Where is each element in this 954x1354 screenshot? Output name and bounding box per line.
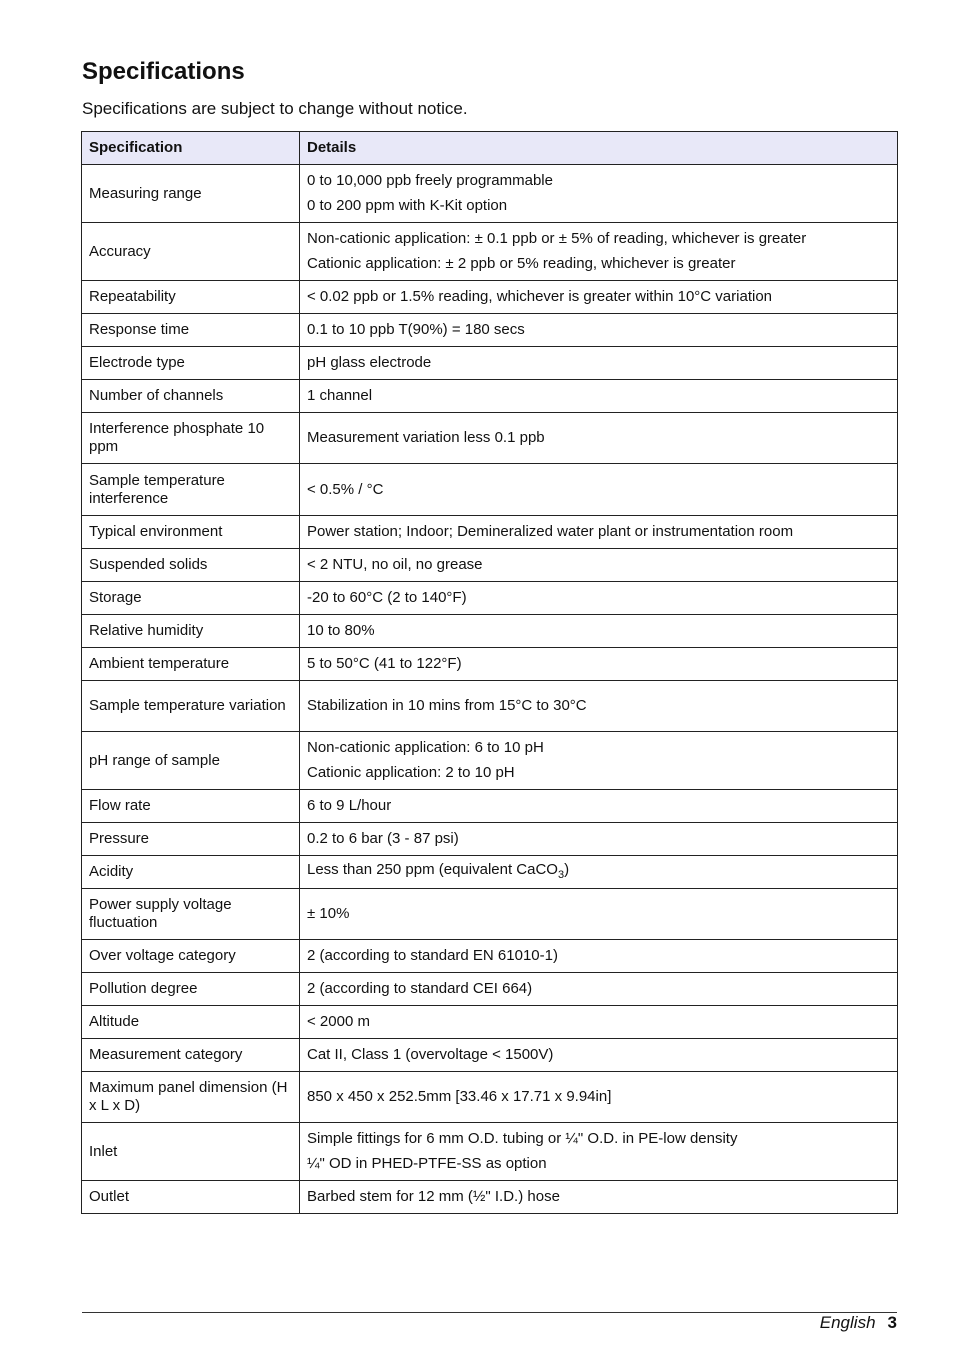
details-text: 2 (according to standard CEI 664) xyxy=(307,980,533,997)
details-text: 0 to 200 ppm with K-Kit option xyxy=(307,197,508,214)
details-line xyxy=(307,622,890,640)
spec-details-cell xyxy=(300,582,898,615)
spec-name-cell: Maximum panel dimension (H x L x D) xyxy=(82,1072,300,1123)
spec-name-cell: Sample temperature interference xyxy=(82,464,300,516)
details-text: Stabilization in 10 mins from 15°C to 30°C xyxy=(307,697,587,714)
spec-details-cell xyxy=(300,973,898,1006)
footer-page-number: 3 xyxy=(887,1313,897,1332)
spec-details-cell xyxy=(300,380,898,413)
details-line xyxy=(307,1155,890,1173)
table-row xyxy=(82,1123,898,1181)
spec-name-cell: Acidity xyxy=(82,856,300,889)
details-text: 1 channel xyxy=(307,387,373,404)
details-line xyxy=(307,1188,890,1206)
details-subscript: 3 xyxy=(557,868,565,881)
spec-name-cell: Electrode type xyxy=(82,347,300,380)
spec-name-cell: Typical environment xyxy=(82,516,300,549)
spec-details-cell xyxy=(300,281,898,314)
table-row xyxy=(82,413,898,464)
page-title: Specifications xyxy=(82,58,245,85)
details-text: Non-cationic application: 6 to 10 pH xyxy=(307,739,544,756)
spec-name-cell: Storage xyxy=(82,582,300,615)
details-line xyxy=(307,481,890,499)
specifications-table xyxy=(81,131,898,1214)
details-text: 850 x 450 x 252.5mm [33.46 x 17.71 x 9.94in] xyxy=(307,1088,612,1105)
spec-details-cell xyxy=(300,732,898,790)
details-line xyxy=(307,429,890,447)
table-header-row xyxy=(82,132,898,165)
details-text: Non-cationic application: ± 0.1 ppb or ± 5% of reading, whichever is greater xyxy=(307,230,807,247)
details-line xyxy=(307,980,890,998)
details-text: 2 (according to standard EN 61010-1) xyxy=(307,947,558,964)
table-row xyxy=(82,165,898,223)
details-line xyxy=(307,697,890,715)
table-row xyxy=(82,856,898,889)
spec-name-cell: Pollution degree xyxy=(82,973,300,1006)
page-footer xyxy=(820,1312,897,1334)
spec-name-cell: Power supply voltage fluctuation xyxy=(82,889,300,940)
column-header-details: Details xyxy=(300,132,898,165)
spec-details-cell xyxy=(300,1072,898,1123)
details-line xyxy=(307,1130,890,1148)
table-row xyxy=(82,1181,898,1214)
spec-name-cell: Relative humidity xyxy=(82,615,300,648)
details-line xyxy=(307,354,890,372)
spec-name-cell: Ambient temperature xyxy=(82,648,300,681)
details-line xyxy=(307,655,890,673)
spec-name-cell: Interference phosphate 10 ppm xyxy=(82,413,300,464)
details-line xyxy=(307,1046,890,1064)
details-text: Measurement variation less 0.1 ppb xyxy=(307,429,545,446)
table-row xyxy=(82,380,898,413)
details-line xyxy=(307,905,890,923)
spec-details-cell xyxy=(300,516,898,549)
table-row xyxy=(82,347,898,380)
details-line xyxy=(307,172,890,190)
details-text: 0.2 to 6 bar (3 - 87 psi) xyxy=(307,830,459,847)
table-row xyxy=(82,648,898,681)
spec-name-cell: Inlet xyxy=(82,1123,300,1181)
spec-details-cell xyxy=(300,347,898,380)
spec-details-cell xyxy=(300,165,898,223)
table-row xyxy=(82,314,898,347)
spec-details-cell xyxy=(300,549,898,582)
details-tail: ) xyxy=(564,860,570,878)
details-text: Cationic application: ± 2 ppb or 5% reading, whichever is greater xyxy=(307,255,736,272)
details-text: 0 to 10,000 ppb freely programmable xyxy=(307,172,553,189)
details-line xyxy=(307,255,890,273)
details-text: 0.1 to 10 ppb T(90%) = 180 secs xyxy=(307,321,525,338)
spec-name-cell: Suspended solids xyxy=(82,549,300,582)
table-row xyxy=(82,615,898,648)
spec-details-cell xyxy=(300,314,898,347)
details-text: Cationic application: 2 to 10 pH xyxy=(307,764,515,781)
spec-name-cell: Repeatability xyxy=(82,281,300,314)
details-line xyxy=(307,797,890,815)
table-body xyxy=(82,165,898,1214)
table-row xyxy=(82,889,898,940)
spec-details-cell xyxy=(300,1006,898,1039)
details-line xyxy=(307,764,890,782)
details-line xyxy=(307,387,890,405)
details-line xyxy=(307,523,890,541)
details-line xyxy=(307,589,890,607)
details-text: ¼" OD in PHED-PTFE-SS as option xyxy=(307,1155,547,1172)
spec-details-cell xyxy=(300,1181,898,1214)
spec-name-cell: Over voltage category xyxy=(82,940,300,973)
spec-name-cell: pH range of sample xyxy=(82,732,300,790)
spec-details-cell xyxy=(300,413,898,464)
details-text: ± 10% xyxy=(307,905,350,922)
spec-name-cell: Number of channels xyxy=(82,380,300,413)
spec-details-cell xyxy=(300,615,898,648)
spec-details-cell xyxy=(300,223,898,281)
table-row xyxy=(82,516,898,549)
spec-name-cell: Response time xyxy=(82,314,300,347)
column-header-specification: Specification xyxy=(82,132,300,165)
table-row xyxy=(82,464,898,516)
table-row xyxy=(82,973,898,1006)
footer-language: English xyxy=(819,1313,876,1332)
table-row xyxy=(82,223,898,281)
details-line xyxy=(307,947,890,965)
details-text: -20 to 60°C (2 to 140°F) xyxy=(307,589,467,606)
spec-name-cell: Outlet xyxy=(82,1181,300,1214)
spec-details-cell xyxy=(300,648,898,681)
table-row xyxy=(82,281,898,314)
spec-name-cell: Accuracy xyxy=(82,223,300,281)
spec-name-cell: Measurement category xyxy=(82,1039,300,1072)
table-row xyxy=(82,1039,898,1072)
details-line xyxy=(307,556,890,574)
details-text: 6 to 9 L/hour xyxy=(307,797,392,814)
spec-details-cell xyxy=(300,856,898,889)
table-row xyxy=(82,681,898,732)
spec-details-cell xyxy=(300,823,898,856)
spec-details-cell xyxy=(300,940,898,973)
table-row xyxy=(82,940,898,973)
spec-details-cell xyxy=(300,1039,898,1072)
details-text: 5 to 50°C (41 to 122°F) xyxy=(307,655,462,672)
spec-name-cell: Measuring range xyxy=(82,165,300,223)
page-intro: Specifications are subject to change without notice. xyxy=(82,99,468,118)
table-row xyxy=(82,790,898,823)
details-line xyxy=(307,739,890,757)
details-text: < 0.02 ppb or 1.5% reading, whichever is greater within 10°C variation xyxy=(307,288,773,305)
footer-divider xyxy=(82,1312,897,1313)
details-line xyxy=(307,321,890,339)
spec-name-cell: Flow rate xyxy=(82,790,300,823)
spec-details-cell xyxy=(300,681,898,732)
spec-details-cell xyxy=(300,889,898,940)
details-line xyxy=(307,197,890,215)
details-text: < 2000 m xyxy=(307,1013,370,1030)
details-text: < 0.5% / °C xyxy=(307,480,384,498)
details-text: Barbed stem for 12 mm (½" I.D.) hose xyxy=(307,1188,560,1205)
table-row xyxy=(82,1006,898,1039)
details-line xyxy=(307,288,890,306)
details-line xyxy=(307,861,890,884)
details-line xyxy=(307,1088,890,1106)
spec-name-cell: Altitude xyxy=(82,1006,300,1039)
details-text: 10 to 80% xyxy=(307,622,375,639)
spec-details-cell xyxy=(300,464,898,516)
spec-name-cell: Pressure xyxy=(82,823,300,856)
table-row xyxy=(82,1072,898,1123)
table-row xyxy=(82,823,898,856)
details-text: pH glass electrode xyxy=(307,354,432,371)
table-row xyxy=(82,732,898,790)
table-row xyxy=(82,549,898,582)
spec-details-cell xyxy=(300,790,898,823)
details-text: Power station; Indoor; Demineralized water plant or instrumentation room xyxy=(307,523,794,540)
spec-name-cell: Sample temperature variation xyxy=(82,681,300,732)
details-text: Simple fittings for 6 mm O.D. tubing or ¼" O.D. in PE-low density xyxy=(307,1130,738,1147)
spec-details-cell xyxy=(300,1123,898,1181)
details-line xyxy=(307,230,890,248)
details-line xyxy=(307,1013,890,1031)
details-line xyxy=(307,830,890,848)
details-text: < 2 NTU, no oil, no grease xyxy=(307,556,483,573)
details-text: Less than 250 ppm (equivalent CaCO xyxy=(307,860,558,878)
details-text: Cat II, Class 1 (overvoltage < 1500V) xyxy=(307,1046,554,1063)
table-row xyxy=(82,582,898,615)
